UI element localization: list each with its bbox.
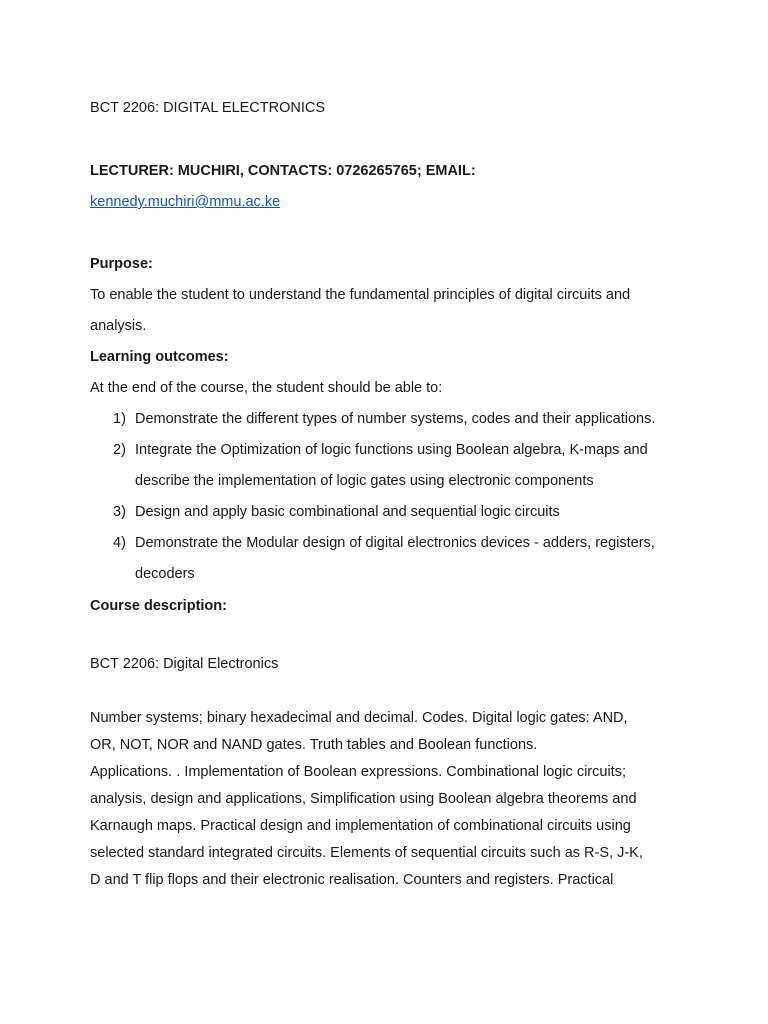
description-line: Number systems; binary hexadecimal and decimal. Codes. Digital logic gates: AND,	[90, 710, 628, 726]
description-line: OR, NOT, NOR and NAND gates. Truth tables and Boolean functions.	[90, 737, 538, 753]
course-description-subtitle: BCT 2206: Digital Electronics	[90, 656, 279, 672]
description-line: Karnaugh maps. Practical design and implementation of combinational circuits using	[90, 818, 631, 834]
list-item-continuation: describe the implementation of logic gates using electronic components	[135, 473, 594, 489]
list-item: Integrate the Optimization of logic functions using Boolean algebra, K-maps and	[135, 442, 648, 458]
course-description-heading: Course description:	[90, 598, 227, 614]
description-line: selected standard integrated circuits. Elements of sequential circuits such as R-S, J-K,	[90, 845, 643, 861]
list-item-number: 2)	[113, 442, 126, 458]
list-item: Demonstrate the Modular design of digital electronics devices - adders, registers,	[135, 535, 655, 551]
list-item-number: 3)	[113, 504, 126, 520]
purpose-heading: Purpose:	[90, 256, 153, 272]
description-line: analysis, design and applications, Simplification using Boolean algebra theorems and	[90, 791, 637, 807]
learning-outcomes-intro: At the end of the course, the student should be able to:	[90, 380, 443, 396]
list-item-continuation: decoders	[135, 566, 195, 582]
purpose-text-line: analysis.	[90, 318, 147, 334]
description-line: Applications. . Implementation of Boolean expressions. Combinational logic circuits;	[90, 764, 626, 780]
list-item: Demonstrate the different types of number systems, codes and their applications.	[135, 411, 656, 427]
course-title: BCT 2206: DIGITAL ELECTRONICS	[90, 100, 326, 116]
list-item-number: 1)	[113, 411, 126, 427]
description-line: D and T flip flops and their electronic realisation. Counters and registers. Practical	[90, 872, 614, 888]
learning-outcomes-heading: Learning outcomes:	[90, 349, 229, 365]
list-item-number: 4)	[113, 535, 126, 551]
lecturer-line: LECTURER: MUCHIRI, CONTACTS: 0726265765; EMAIL:	[90, 163, 476, 179]
email-link[interactable]: kennedy.muchiri@mmu.ac.ke	[90, 194, 281, 210]
list-item: Design and apply basic combinational and sequential logic circuits	[135, 504, 560, 520]
purpose-text-line: To enable the student to understand the fundamental principles of digital circuits and	[90, 287, 631, 303]
